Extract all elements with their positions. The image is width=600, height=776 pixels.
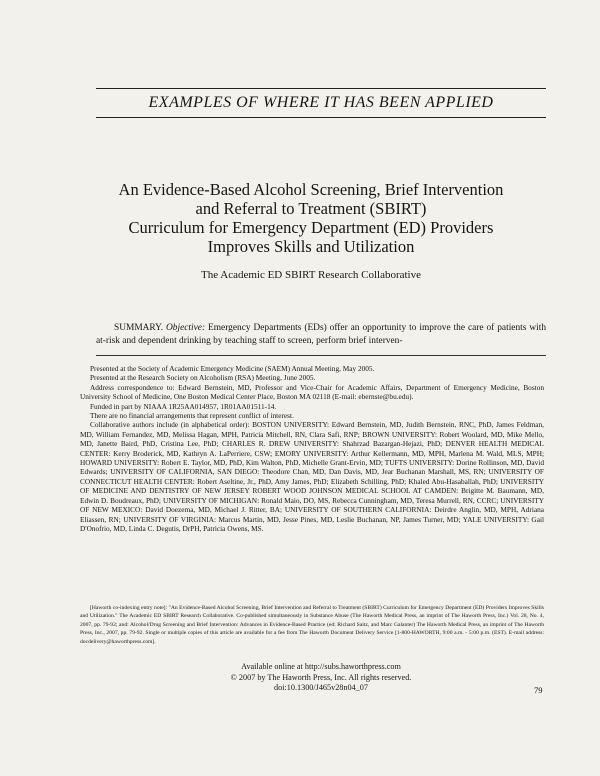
page-number: 79 [534, 685, 543, 695]
footnote-correspondence: Address correspondence to: Edward Bernstein, MD, Professor and Vice-Chair for Academic Affairs, Department of Emergency Medicine, Boston University School of Medicine, One Boston Medical Center Place, Boston MA 02118 (E-mail: ebernste@bu.edu). [80, 382, 544, 402]
citation-note [80, 604, 544, 646]
publisher-block [96, 662, 546, 694]
section-banner-text: EXAMPLES OF WHERE IT HAS BEEN APPLIED [148, 94, 494, 111]
footnote-conflict: There are no financial arrangements that represent conflict of interest. [90, 411, 294, 421]
footnote-divider [96, 355, 546, 356]
footnote-saem: Presented at the Society of Academic Emergency Medicine (SAEM) Annual Meeting, May 2005. [90, 364, 375, 373]
title-line-4: Improves Skills and Utilization [207, 237, 415, 256]
citation-text: [Haworth co-indexing entry note]: "An Evidence-Based Alcohol Screening, Brief Intervention and Referral to Treatment (SBIRT) Curriculum for Emergency Department (ED) Providers Improves Skills and Utilization." The Academic ED SBIRT Research Collaborative. Co-published simultaneously in Substance Abuse (The Haworth Medical Press, an imprint of The Haworth Press, Inc.) Vol. 28, No. 4, 2007, pp. 79-92; and: Alcohol/Drug Screening and Brief Intervention: Advances in Evidence-Based Practice (ed: Richard Saitz, and Marc Galanter) The Haworth Medical Press, an imprint of The Haworth Press, Inc., 2007, pp. 79-92. Single or multiple copies of this article are available for a fee from The Haworth Document Delivery Service [1-800-HAWORTH, 9:00 a.m. - 5:00 p.m. (EST). E-mail address: docdelivery@haworthpress.com]. [80, 605, 544, 645]
summary-text: Emergency Departments (EDs) offer an opportunity to improve the care of patients with at-risk and dependent drinking by teaching staff to screen, perform brief interven- [96, 323, 547, 346]
title-line-2: and Referral to Treatment (SBIRT) [195, 199, 427, 218]
footnote-authors: Collaborative authors include (in alphabetical order): BOSTON UNIVERSITY: Edward Bernstein, MD, Judith Bernstein, RNC, PhD, James Feldman, MD, William Fernandez, MD, Melissa Hagan, MPH, Patricia Mitchell, RN, Clara Safi, RNP; BROWN UNIVERSITY: Robert Woolard, MD, Mike Mello, MD, Janette Baird, PhD, Cristina Lee, PhD; CHARLES R. DREW UNIVERSITY: Shahrzad Bazargan-Hejazi, PhD; DENVER HEALTH MEDICAL CENTER: Kerry Broderick, MD, Kathryn A. LaPerriere, CSW; EMORY UNIVERSITY: Arthur Kellermann, MD, MPH, Marlena M. Wald, MLS, MPH; HOWARD UNIVERSITY: Robert E. Taylor, MD, PhD, Kim Walton, PhD, Michelle Grant-Ervin, MD; TUFTS UNIVERSITY: Dorine Rollinson, MD, David Edwards; UNIVERSITY OF CALIFORNIA, SAN DIEGO: Theodore Chan, MD, Dan Davis, MD, Jear Buchanan Marshall, MS, RN; UNIVERSITY OF CONNECTICUT HEALTH CENTER: Robert Aseltine, Jr., PhD, Amy James, PhD; Elizabeth Schilling, PhD; Khaled Abu-Hasaballah, PhD; UNIVERSITY OF MEDICINE AND DENTISTRY OF NEW JERSEY ROBERT WOOD JOHNSON MEDICAL SCHOOL AT CAMDEN: Brigitte M. Baumann, MD, Edwin D. Boudreaux, PhD; UNIVERSITY OF MICHIGAN: Ronald Maio, DO, MS, Rebecca Cunningham, MD, Teresa Murrell, RN, CCRC; UNIVERSITY OF NEW MEXICO: David Doezema, MD, Michael J. Ritter, BA; UNIVERSITY OF SOUTHERN CALIFORNIA: Deirdre Anglin, MD, MPH, Adriana Eliassen, RN; UNIVERSITY OF VIRGINIA: Marcus Martin, MD, Jesse Pines, MD, Leslie Buchanan, NP, James Turner, MD; YALE UNIVERSITY: Gail D'Onofrio, MD, Linda C. Degutis, DrPH, Patricia Owens, MS. [80, 420, 544, 533]
summary-objective-label: Objective: [166, 323, 206, 333]
doi-line: doi:10.1300/J465v28n04_07 [274, 683, 368, 692]
summary-head: SUMMARY. [114, 323, 164, 333]
title-line-1: An Evidence-Based Alcohol Screening, Brief Intervention [118, 180, 504, 199]
footnote-rsa: Presented at the Research Society on Alcoholism (RSA) Meeting, June 2005. [90, 373, 316, 383]
article-title [76, 180, 546, 256]
footnotes [80, 364, 544, 533]
copyright-line: © 2007 by The Haworth Press, Inc. All rights reserved. [230, 672, 412, 682]
author-byline: The Academic ED SBIRT Research Collaborative [201, 269, 421, 281]
section-banner [96, 88, 546, 118]
summary-paragraph [96, 322, 546, 347]
available-online: Available online at http://subs.haworthpress.com [241, 662, 401, 671]
footnote-funding: Funded in part by NIAAA 1R25AA014957, 1R01AA01511-14. [90, 401, 277, 411]
title-line-3: Curriculum for Emergency Department (ED) Providers [128, 218, 494, 237]
